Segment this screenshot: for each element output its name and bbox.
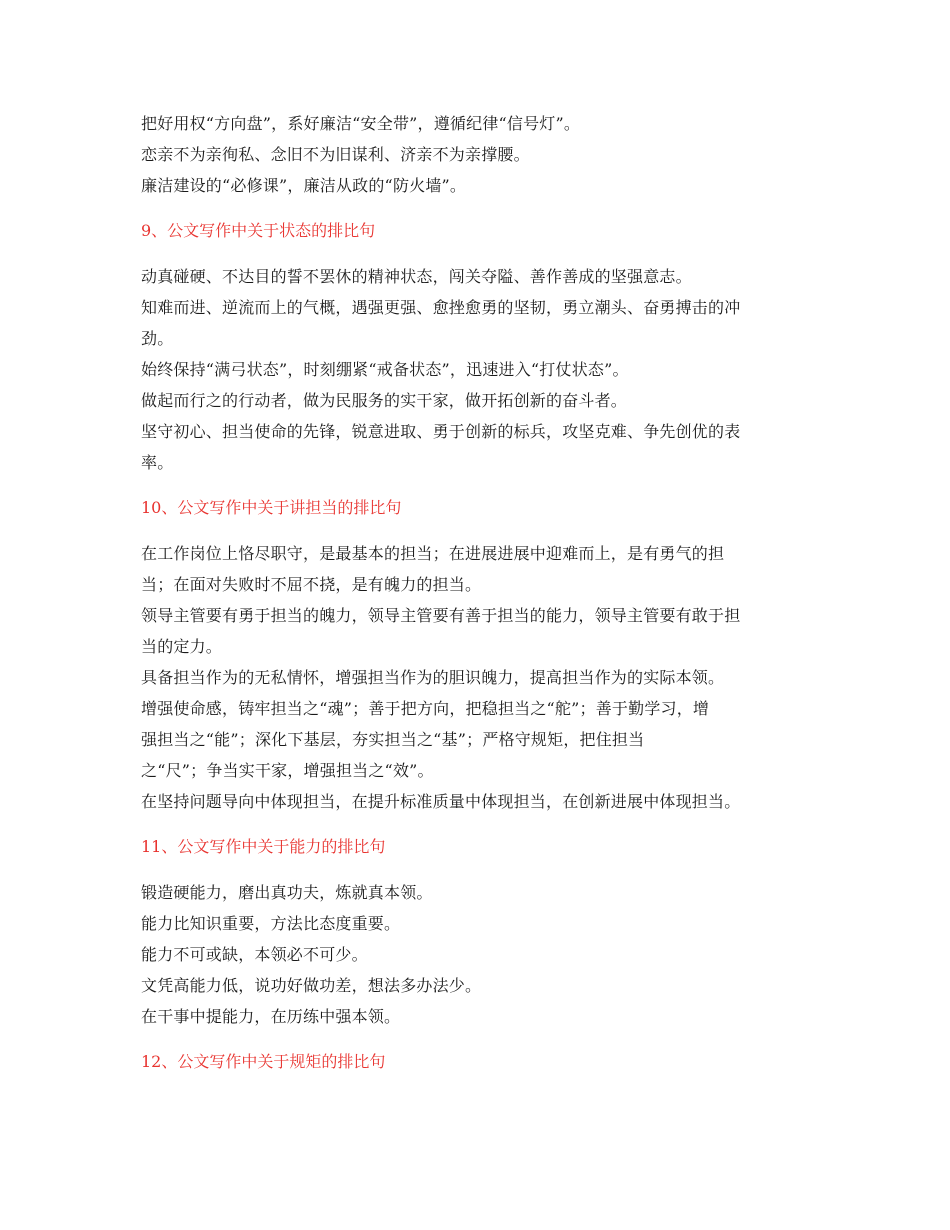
- body-line: 恋亲不为亲徇私、念旧不为旧谋利、济亲不为亲撑腰。: [141, 145, 530, 164]
- body-line: 在坚持问题导向中体现担当，在提升标准质量中体现担当，在创新进展中体现担当。: [141, 792, 741, 811]
- body-line: 始终保持“满弓状态”，时刻绷紧“戒备状态”，迅速进入“打仗状态”。: [141, 360, 629, 379]
- body-line: 在工作岗位上恪尽职守，是最基本的担当；在进展进展中迎难而上，是有勇气的担: [141, 544, 725, 563]
- intro-paragraphs: [141, 108, 806, 201]
- section-body-10: [141, 538, 806, 817]
- body-line: 领导主管要有勇于担当的魄力，领导主管要有善于担当的能力，领导主管要有敢于担: [141, 606, 741, 625]
- body-line: 锻造硬能力，磨出真功夫，炼就真本领。: [141, 883, 433, 902]
- body-line: 劲。: [141, 329, 174, 348]
- body-line: 能力比知识重要，方法比态度重要。: [141, 914, 401, 933]
- body-line: 增强使命感，铸牢担当之“魂”；善于把方向，把稳担当之“舵”；善于勤学习，增: [141, 699, 710, 718]
- body-line: 之“尺”；争当实干家，增强担当之“效”。: [141, 761, 434, 780]
- body-line: 在干事中提能力，在历练中强本领。: [141, 1007, 401, 1026]
- body-line: 当的定力。: [141, 637, 223, 656]
- body-line: 具备担当作为的无私情怀，增强担当作为的胆识魄力，提高担当作为的实际本领。: [141, 668, 725, 687]
- document-page: [141, 108, 806, 1092]
- body-line: 动真碰硬、不达目的誓不罢休的精神状态，闯关夺隘、善作善成的坚强意志。: [141, 267, 692, 286]
- body-line: 知难而进、逆流而上的气概，遇强更强、愈挫愈勇的坚韧，勇立潮头、奋勇搏击的冲: [141, 298, 741, 317]
- section-body-11: [141, 877, 806, 1032]
- body-line: 当；在面对失败时不屈不挠，是有魄力的担当。: [141, 575, 482, 594]
- body-line: 廉洁建设的“必修课”，廉洁从政的“防火墙”。: [141, 176, 467, 195]
- section-heading-12: 12、公文写作中关于规矩的排比句: [141, 1052, 386, 1071]
- body-line: 率。: [141, 453, 174, 472]
- body-line: 文凭高能力低，说功好做功差，想法多办法少。: [141, 976, 482, 995]
- body-line: 把好用权“方向盘”，系好廉洁“安全带”，遵循纪律“信号灯”。: [141, 114, 581, 133]
- section-heading-11: 11、公文写作中关于能力的排比句: [141, 837, 386, 856]
- body-line: 强担当之“能”；深化下基层，夯实担当之“基”；严格守规矩，把住担当: [141, 730, 645, 749]
- section-heading-10: 10、公文写作中关于讲担当的排比句: [141, 498, 402, 517]
- section-body-9: [141, 261, 806, 478]
- body-line: 坚守初心、担当使命的先锋，锐意进取、勇于创新的标兵，攻坚克难、争先创优的表: [141, 422, 741, 441]
- body-line: 能力不可或缺，本领必不可少。: [141, 945, 368, 964]
- body-line: 做起而行之的行动者，做为民服务的实干家，做开拓创新的奋斗者。: [141, 391, 628, 410]
- section-heading-9: 9、公文写作中关于状态的排比句: [141, 221, 376, 240]
